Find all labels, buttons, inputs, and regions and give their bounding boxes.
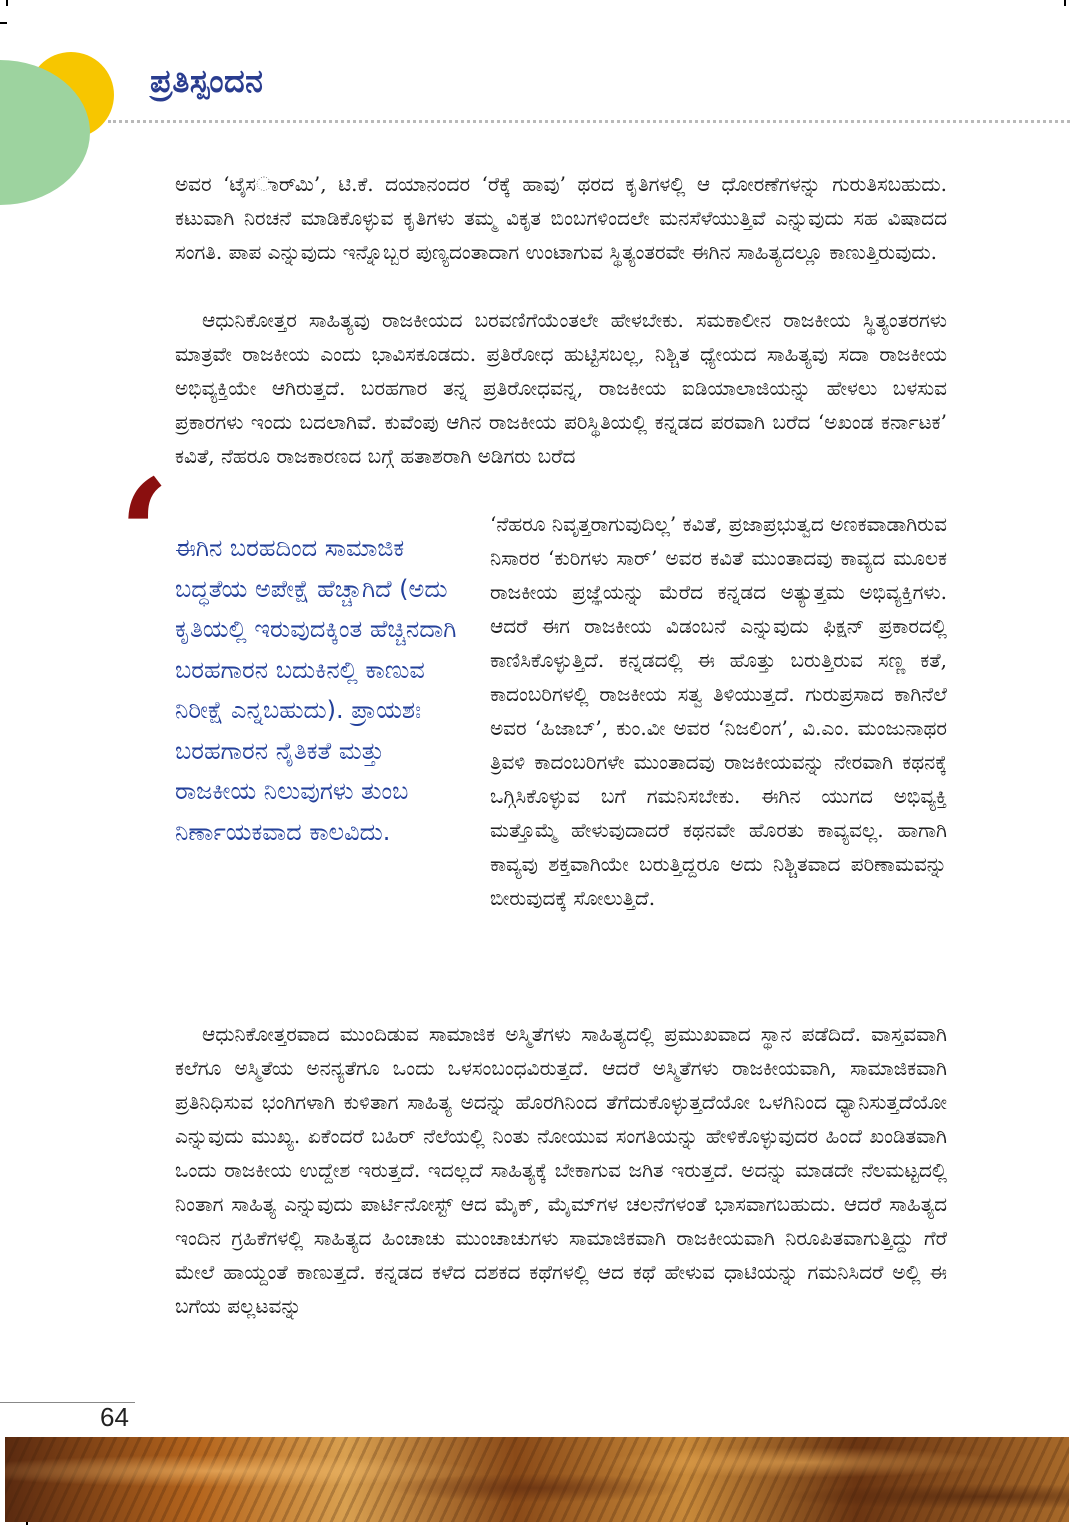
quote-mark-icon: ‘	[118, 447, 171, 623]
crop-mark-left	[0, 22, 7, 24]
body-paragraph-2: ಆಧುನಿಕೋತ್ತರ ಸಾಹಿತ್ಯವು ರಾಜಕೀಯದ ಬರವಣಿಗೆಯೆಂತಲೇ ಹೇಳಬೇಕು. ಸಮಕಾಲೀನ ರಾಜಕೀಯ ಸ್ಥಿತ್ಯಂತರಗಳು ಮಾತ್ರವೇ ರಾಜಕೀಯ ಎಂದು ಭಾವಿಸಕೂಡದು. ಪ್ರತಿರೋಧ ಹುಟ್ಟಿಸಬಲ್ಲ, ನಿಶ್ಚಿತ ಧ್ಯೇಯದ ಸಾಹಿತ್ಯವು ಸದಾ ರಾಜಕೀಯ ಅಭಿವ್ಯಕ್ತಿಯೇ ಆಗಿರುತ್ತದೆ. ಬರಹಗಾರ ತನ್ನ ಪ್ರತಿರೋಧವನ್ನ, ರಾಜಕೀಯ ಐಡಿಯಾಲಾಜಿಯನ್ನು ಹೇಳಲು ಬಳಸುವ ಪ್ರಕಾರಗಳು ಇಂದು ಬದಲಾಗಿವೆ. ಕುವೆಂಪು ಆಗಿನ ರಾಜಕೀಯ ಪರಿಸ್ಥಿತಿಯಲ್ಲಿ ಕನ್ನಡದ ಪರವಾಗಿ ಬರೆದ ‘ಅಖಂಡ ಕರ್ನಾಟಕ’ ಕವಿತೆ, ನೆಹರೂ ರಾಜಕಾರಣದ ಬಗ್ಗೆ ಹತಾಶರಾಗಿ ಅಡಿಗರು ಬರೆದ	[175, 308, 947, 468]
crop-mark-top-right	[1064, 0, 1066, 6]
body-paragraph-2-continued: ‘ನೆಹರೂ ನಿವೃತ್ತರಾಗುವುದಿಲ್ಲ’ ಕವಿತೆ, ಪ್ರಜಾಪ್ರಭುತ್ವದ ಅಣಕವಾಡಾಗಿರುವ ನಿಸಾರರ ‘ಕುರಿಗಳು ಸಾರ್’ ಅವರ ಕವಿತೆ ಮುಂತಾದವು ಕಾವ್ಯದ ಮೂಲಕ ರಾಜಕೀಯ ಪ್ರಜ್ಞೆಯನ್ನು ಮೆರೆದ ಕನ್ನಡದ ಅತ್ಯುತ್ತಮ ಅಭಿವ್ಯಕ್ತಿಗಳು. ಆದರೆ ಈಗ ರಾಜಕೀಯ ವಿಡಂಬನೆ ಎನ್ನುವುದು ಫಿಕ್ಷನ್ ಪ್ರಕಾರದಲ್ಲಿ ಕಾಣಿಸಿಕೊಳ್ಳುತ್ತಿದೆ. ಕನ್ನಡದಲ್ಲಿ ಈ ಹೊತ್ತು ಬರುತ್ತಿರುವ ಸಣ್ಣ ಕತೆ, ಕಾದಂಬರಿಗಳಲ್ಲಿ ರಾಜಕೀಯ ಸತ್ವ ತಿಳಿಯುತ್ತದೆ. ಗುರುಪ್ರಸಾದ ಕಾಗಿನೆಲೆ ಅವರ ‘ಹಿಜಾಬ್’, ಕುಂ.ವೀ ಅವರ ‘ನಿಜಲಿಂಗ’, ವಿ.ಎಂ. ಮಂಜುನಾಥರ ತ್ರಿವಳಿ ಕಾದಂಬರಿಗಳೇ ಮುಂತಾದವು ರಾಜಕೀಯವನ್ನು ನೇರವಾಗಿ ಕಥನಕ್ಕೆ ಒಗ್ಗಿಸಿಕೊಳ್ಳುವ ಬಗೆ ಗಮನಿಸಬೇಕು. ಈಗಿನ ಯುಗದ ಅಭಿವ್ಯಕ್ತಿ ಮತ್ತೊಮ್ಮೆ ಹೇಳುವುದಾದರೆ ಕಥನವೇ ಹೊರತು ಕಾವ್ಯವಲ್ಲ. ಹಾಗಾಗಿ ಕಾವ್ಯವು ಶಕ್ತವಾಗಿಯೇ ಬರುತ್ತಿದ್ದರೂ ಅದು ನಿಶ್ಚಿತವಾದ ಪರಿಣಾಮವನ್ನು ಬೀರುವುದಕ್ಕೆ ಸೋಲುತ್ತಿದೆ.	[490, 512, 947, 910]
body-paragraph-3: ಆಧುನಿಕೋತ್ತರವಾದ ಮುಂದಿಡುವ ಸಾಮಾಜಿಕ ಅಸ್ಮಿತೆಗಳು ಸಾಹಿತ್ಯದಲ್ಲಿ ಪ್ರಮುಖವಾದ ಸ್ಥಾನ ಪಡೆದಿದೆ. ವಾಸ್ತವವಾಗಿ ಕಲೆಗೂ ಅಸ್ಮಿತೆಯ ಅನನ್ಯತೆಗೂ ಒಂದು ಒಳಸಂಬಂಧವಿರುತ್ತದೆ. ಆದರೆ ಅಸ್ಮಿತೆಗಳು ರಾಜಕೀಯವಾಗಿ, ಸಾಮಾಜಿಕವಾಗಿ ಪ್ರತಿನಿಧಿಸುವ ಭಂಗಿಗಳಾಗಿ ಕುಳಿತಾಗ ಸಾಹಿತ್ಯ ಅದನ್ನು ಹೊರಗಿನಿಂದ ತೆಗೆದುಕೊಳ್ಳುತ್ತದೆಯೋ ಒಳಗಿನಿಂದ ಧ್ಯಾನಿಸುತ್ತದೆಯೋ ಎನ್ನುವುದು ಮುಖ್ಯ. ಏಕೆಂದರೆ ಬಹಿರ್ ನೆಲೆಯಲ್ಲಿ ನಿಂತು ನೋಯುವ ಸಂಗತಿಯನ್ನು ಹೇಳಿಕೊಳ್ಳುವುದರ ಹಿಂದೆ ಖಂಡಿತವಾಗಿ ಒಂದು ರಾಜಕೀಯ ಉದ್ದೇಶ ಇರುತ್ತದೆ. ಇದಲ್ಲದೆ ಸಾಹಿತ್ಯಕ್ಕೆ ಬೇಕಾಗುವ ಜಗಿತ ಇರುತ್ತದೆ. ಅದನ್ನು ಮಾಡದೇ ನೆಲಮಟ್ಟದಲ್ಲಿ ನಿಂತಾಗ ಸಾಹಿತ್ಯ ಎನ್ನುವುದು ಪಾರ್ಟಿನೋಸ್ಟ್ ಆದ ಮೈಕ್, ಮೈಮ್‌ಗಳ ಚಲನೆಗಳಂತೆ ಭಾಸವಾಗಬಹುದು. ಆದರೆ ಸಾಹಿತ್ಯದ ಇಂದಿನ ಗ್ರಹಿಕೆಗಳಲ್ಲಿ ಸಾಹಿತ್ಯದ ಹಿಂಚಾಚು ಮುಂಚಾಚುಗಳು ಸಾಮಾಜಿಕವಾಗಿ ರಾಜಕೀಯವಾಗಿ ನಿರೂಪಿತವಾಗುತ್ತಿದ್ದು ಗೆರೆ ಮೇಲೆ ಹಾಯ್ದಂತೆ ಕಾಣುತ್ತದೆ. ಕನ್ನಡದ ಕಳೆದ ದಶಕದ ಕಥೆಗಳಲ್ಲಿ ಆದ ಕಥೆ ಹೇಳುವ ಧಾಟಿಯನ್ನು ಗಮನಿಸಿದರೆ ಅಲ್ಲಿ ಈ ಬಗೆಯ ಪಲ್ಲಟವನ್ನು	[175, 1022, 947, 1318]
section-title: ಪ್ರತಿಸ್ಪಂದನ	[150, 62, 264, 100]
pull-quote: ಈಗಿನ ಬರಹದಿಂದ ಸಾಮಾಜಿಕ ಬದ್ಧತೆಯ ಅಪೇಕ್ಷೆ ಹೆಚ್ಚಾಗಿದೆ (ಅದು ಕೃತಿಯಲ್ಲಿ ಇರುವುದಕ್ಕಿಂತ ಹೆಚ್ಚಿನದಾಗಿ ಬರಹಗಾರನ ಬದುಕಿನಲ್ಲಿ ಕಾಣುವ ನಿರೀಕ್ಷೆ ಎನ್ನಬಹುದು). ಪ್ರಾಯಶಃ ಬರಹಗಾರನ ನೈತಿಕತೆ ಮತ್ತು ರಾಜಕೀಯ ನಿಲುವುಗಳು ತುಂಬ ನಿರ್ಣಾಯಕವಾದ ಕಾಲವಿದು.	[175, 534, 457, 846]
body-paragraph-1: ಅವರ ‘ಟೈಸರ್ಾಮಿ’, ಟಿ.ಕೆ. ದಯಾನಂದರ ‘ರೆಕ್ಕೆ ಹಾವು’ ಥರದ ಕೃತಿಗಳಲ್ಲಿ ಆ ಧೋರಣೆಗಳನ್ನು ಗುರುತಿಸಬಹುದು. ಕಟುವಾಗಿ ನಿರಚನೆ ಮಾಡಿಕೊಳ್ಳುವ ಕೃತಿಗಳು ತಮ್ಮ ವಿಕೃತ ಬಿಂಬಗಳಿಂದಲೇ ಮನಸೆಳೆಯುತ್ತಿವೆ ಎನ್ನುವುದು ಸಹ ವಿಷಾದದ ಸಂಗತಿ. ಪಾಪ ಎನ್ನುವುದು ಇನ್ನೊಬ್ಬರ ಪುಣ್ಯದಂತಾದಾಗ ಉಂಟಾಗುವ ಸ್ಥಿತ್ಯಂತರವೇ ಈಗಿನ ಸಾಹಿತ್ಯದಲ್ಲೂ ಕಾಣುತ್ತಿರುವುದು.	[175, 172, 947, 264]
crop-mark-top-left	[6, 0, 8, 6]
title-dotted-rule	[108, 120, 1070, 123]
page-number: 64	[100, 1402, 129, 1432]
footer-texture-band	[5, 1437, 1069, 1522]
